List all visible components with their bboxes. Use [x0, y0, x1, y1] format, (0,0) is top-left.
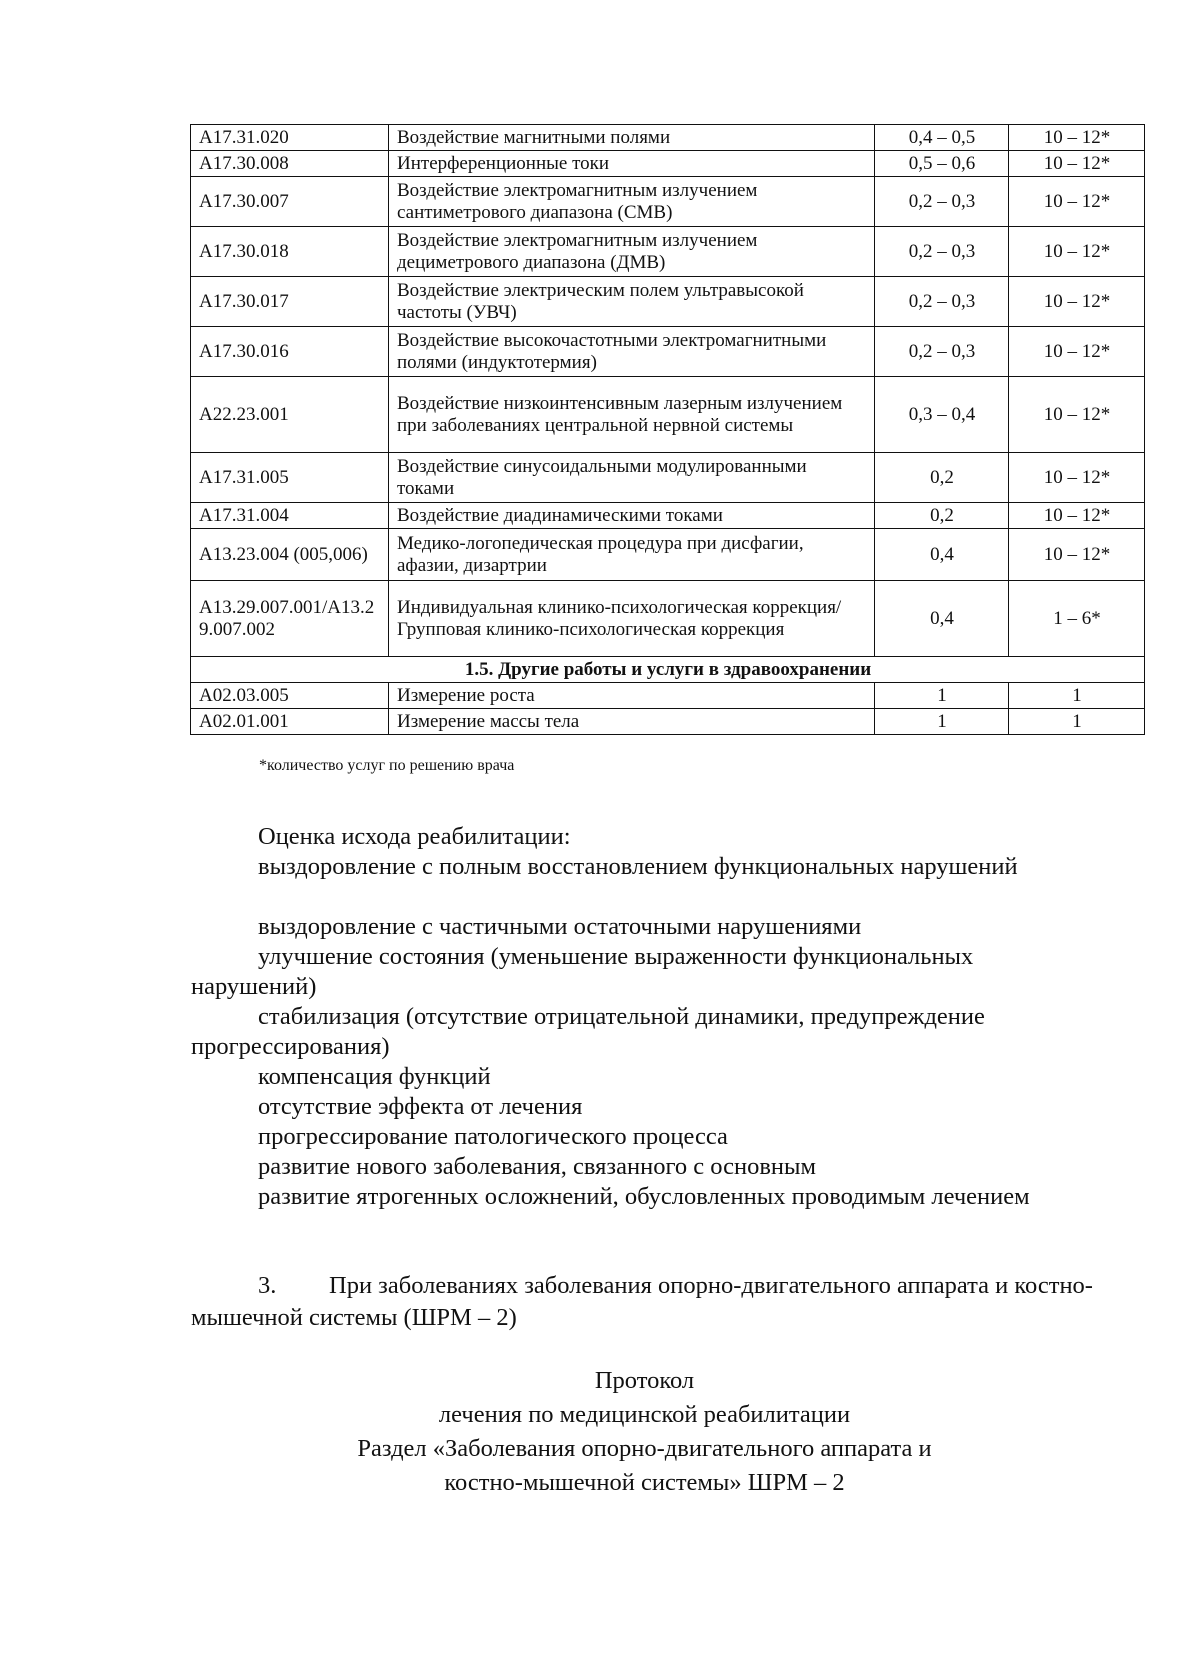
outcome-heading: Оценка исхода реабилитации:	[258, 823, 571, 850]
table-row	[191, 453, 1145, 503]
outcome-item: отсутствие эффекта от лечения	[258, 1093, 583, 1120]
table-row	[191, 529, 1145, 581]
table-row	[191, 177, 1145, 227]
service-coefficient: 0,2 – 0,3	[875, 227, 1009, 277]
service-name: Воздействие электрическим полем ультравысокой частоты (УВЧ)	[389, 277, 875, 327]
service-frequency: 10 – 12*	[1009, 227, 1145, 277]
service-name: Воздействие низкоинтенсивным лазерным излучением при заболеваниях центральной нервной системы	[389, 377, 875, 453]
service-code: А17.31.004	[191, 503, 389, 529]
service-code: А17.30.016	[191, 327, 389, 377]
table-row	[191, 709, 1145, 735]
service-frequency: 10 – 12*	[1009, 529, 1145, 581]
service-code: А13.29.007.001/А13.29.007.002	[191, 581, 389, 657]
service-name: Воздействие высокочастотными электромагнитными полями (индуктотермия)	[389, 327, 875, 377]
service-name: Интерференционные токи	[389, 151, 875, 177]
service-frequency: 10 – 12*	[1009, 277, 1145, 327]
table-row	[191, 277, 1145, 327]
service-code: А02.03.005	[191, 683, 389, 709]
service-name: Измерение массы тела	[389, 709, 875, 735]
service-code: А17.30.018	[191, 227, 389, 277]
service-name: Воздействие электромагнитным излучением дециметрового диапазона (ДМВ)	[389, 227, 875, 277]
service-coefficient: 0,3 – 0,4	[875, 377, 1009, 453]
service-name: Воздействие диадинамическими токами	[389, 503, 875, 529]
service-frequency: 10 – 12*	[1009, 177, 1145, 227]
section-title: 1.5. Другие работы и услуги в здравоохранении	[191, 657, 1145, 683]
service-coefficient: 0,2 – 0,3	[875, 327, 1009, 377]
service-code: А17.31.020	[191, 125, 389, 151]
table-row	[191, 227, 1145, 277]
service-name: Индивидуальная клинико-психологическая коррекция/Групповая клинико-психологическая коррекция	[389, 581, 875, 657]
protocol-section-line: Раздел «Заболевания опорно-двигательного аппарата и	[357, 1435, 932, 1462]
service-code: А02.01.001	[191, 709, 389, 735]
section-3-number: 3.	[258, 1272, 277, 1299]
table-footnote: *количество услуг по решению врача	[259, 757, 515, 774]
service-code: А17.30.007	[191, 177, 389, 227]
outcome-item: выздоровление с частичными остаточными нарушениями	[258, 913, 862, 940]
table-row	[191, 581, 1145, 657]
table-row	[191, 377, 1145, 453]
service-frequency: 1	[1009, 709, 1145, 735]
service-frequency: 10 – 12*	[1009, 327, 1145, 377]
service-coefficient: 0,2	[875, 503, 1009, 529]
section-3-heading	[191, 1270, 1098, 1334]
service-frequency: 1 – 6*	[1009, 581, 1145, 657]
service-coefficient: 0,5 – 0,6	[875, 151, 1009, 177]
outcome-item: улучшение состояния (уменьшение выраженности функциональных нарушений)	[191, 943, 974, 1000]
service-frequency: 10 – 12*	[1009, 125, 1145, 151]
service-name: Медико-логопедическая процедура при дисфагии, афазии, дизартрии	[389, 529, 875, 581]
service-code: А17.31.005	[191, 453, 389, 503]
service-name: Воздействие синусоидальными модулированными токами	[389, 453, 875, 503]
protocol-title: Протокол	[594, 1367, 695, 1394]
table-row	[191, 683, 1145, 709]
service-coefficient: 0,4 – 0,5	[875, 125, 1009, 151]
table-row	[191, 327, 1145, 377]
service-name: Воздействие электромагнитным излучением сантиметрового диапазона (СМВ)	[389, 177, 875, 227]
service-frequency: 10 – 12*	[1009, 377, 1145, 453]
service-coefficient: 0,4	[875, 529, 1009, 581]
outcome-item: выздоровление с полным восстановлением функциональных нарушений	[258, 853, 1018, 880]
outcome-item: развитие ятрогенных осложнений, обусловленных проводимым лечением	[258, 1183, 1030, 1210]
outcome-item: прогрессирование патологического процесса	[258, 1123, 728, 1150]
service-frequency: 10 – 12*	[1009, 453, 1145, 503]
outcome-item: стабилизация (отсутствие отрицательной динамики, предупреждение прогрессирования)	[191, 1003, 985, 1060]
service-coefficient: 1	[875, 709, 1009, 735]
service-name: Измерение роста	[389, 683, 875, 709]
service-name: Воздействие магнитными полями	[389, 125, 875, 151]
service-frequency: 10 – 12*	[1009, 503, 1145, 529]
table-row	[191, 503, 1145, 529]
service-coefficient: 0,2 – 0,3	[875, 177, 1009, 227]
table-section-row	[191, 657, 1145, 683]
service-coefficient: 1	[875, 683, 1009, 709]
protocol-section-line: костно-мышечной системы» ШРМ – 2	[444, 1469, 845, 1496]
service-frequency: 10 – 12*	[1009, 151, 1145, 177]
services-table	[190, 124, 1145, 735]
service-coefficient: 0,4	[875, 581, 1009, 657]
table-row	[191, 125, 1145, 151]
table-row	[191, 151, 1145, 177]
service-coefficient: 0,2 – 0,3	[875, 277, 1009, 327]
service-coefficient: 0,2	[875, 453, 1009, 503]
section-3-text: При заболеваниях заболевания опорно-двигательного аппарата и костно-мышечной системы (ШРМ – 2)	[191, 1272, 1093, 1331]
service-code: А22.23.001	[191, 377, 389, 453]
service-frequency: 1	[1009, 683, 1145, 709]
service-code: А17.30.008	[191, 151, 389, 177]
service-code: А13.23.004 (005,006)	[191, 529, 389, 581]
outcome-item: компенсация функций	[258, 1063, 491, 1090]
protocol-subtitle: лечения по медицинской реабилитации	[438, 1401, 851, 1428]
service-code: А17.30.017	[191, 277, 389, 327]
outcome-item: развитие нового заболевания, связанного с основным	[258, 1153, 816, 1180]
